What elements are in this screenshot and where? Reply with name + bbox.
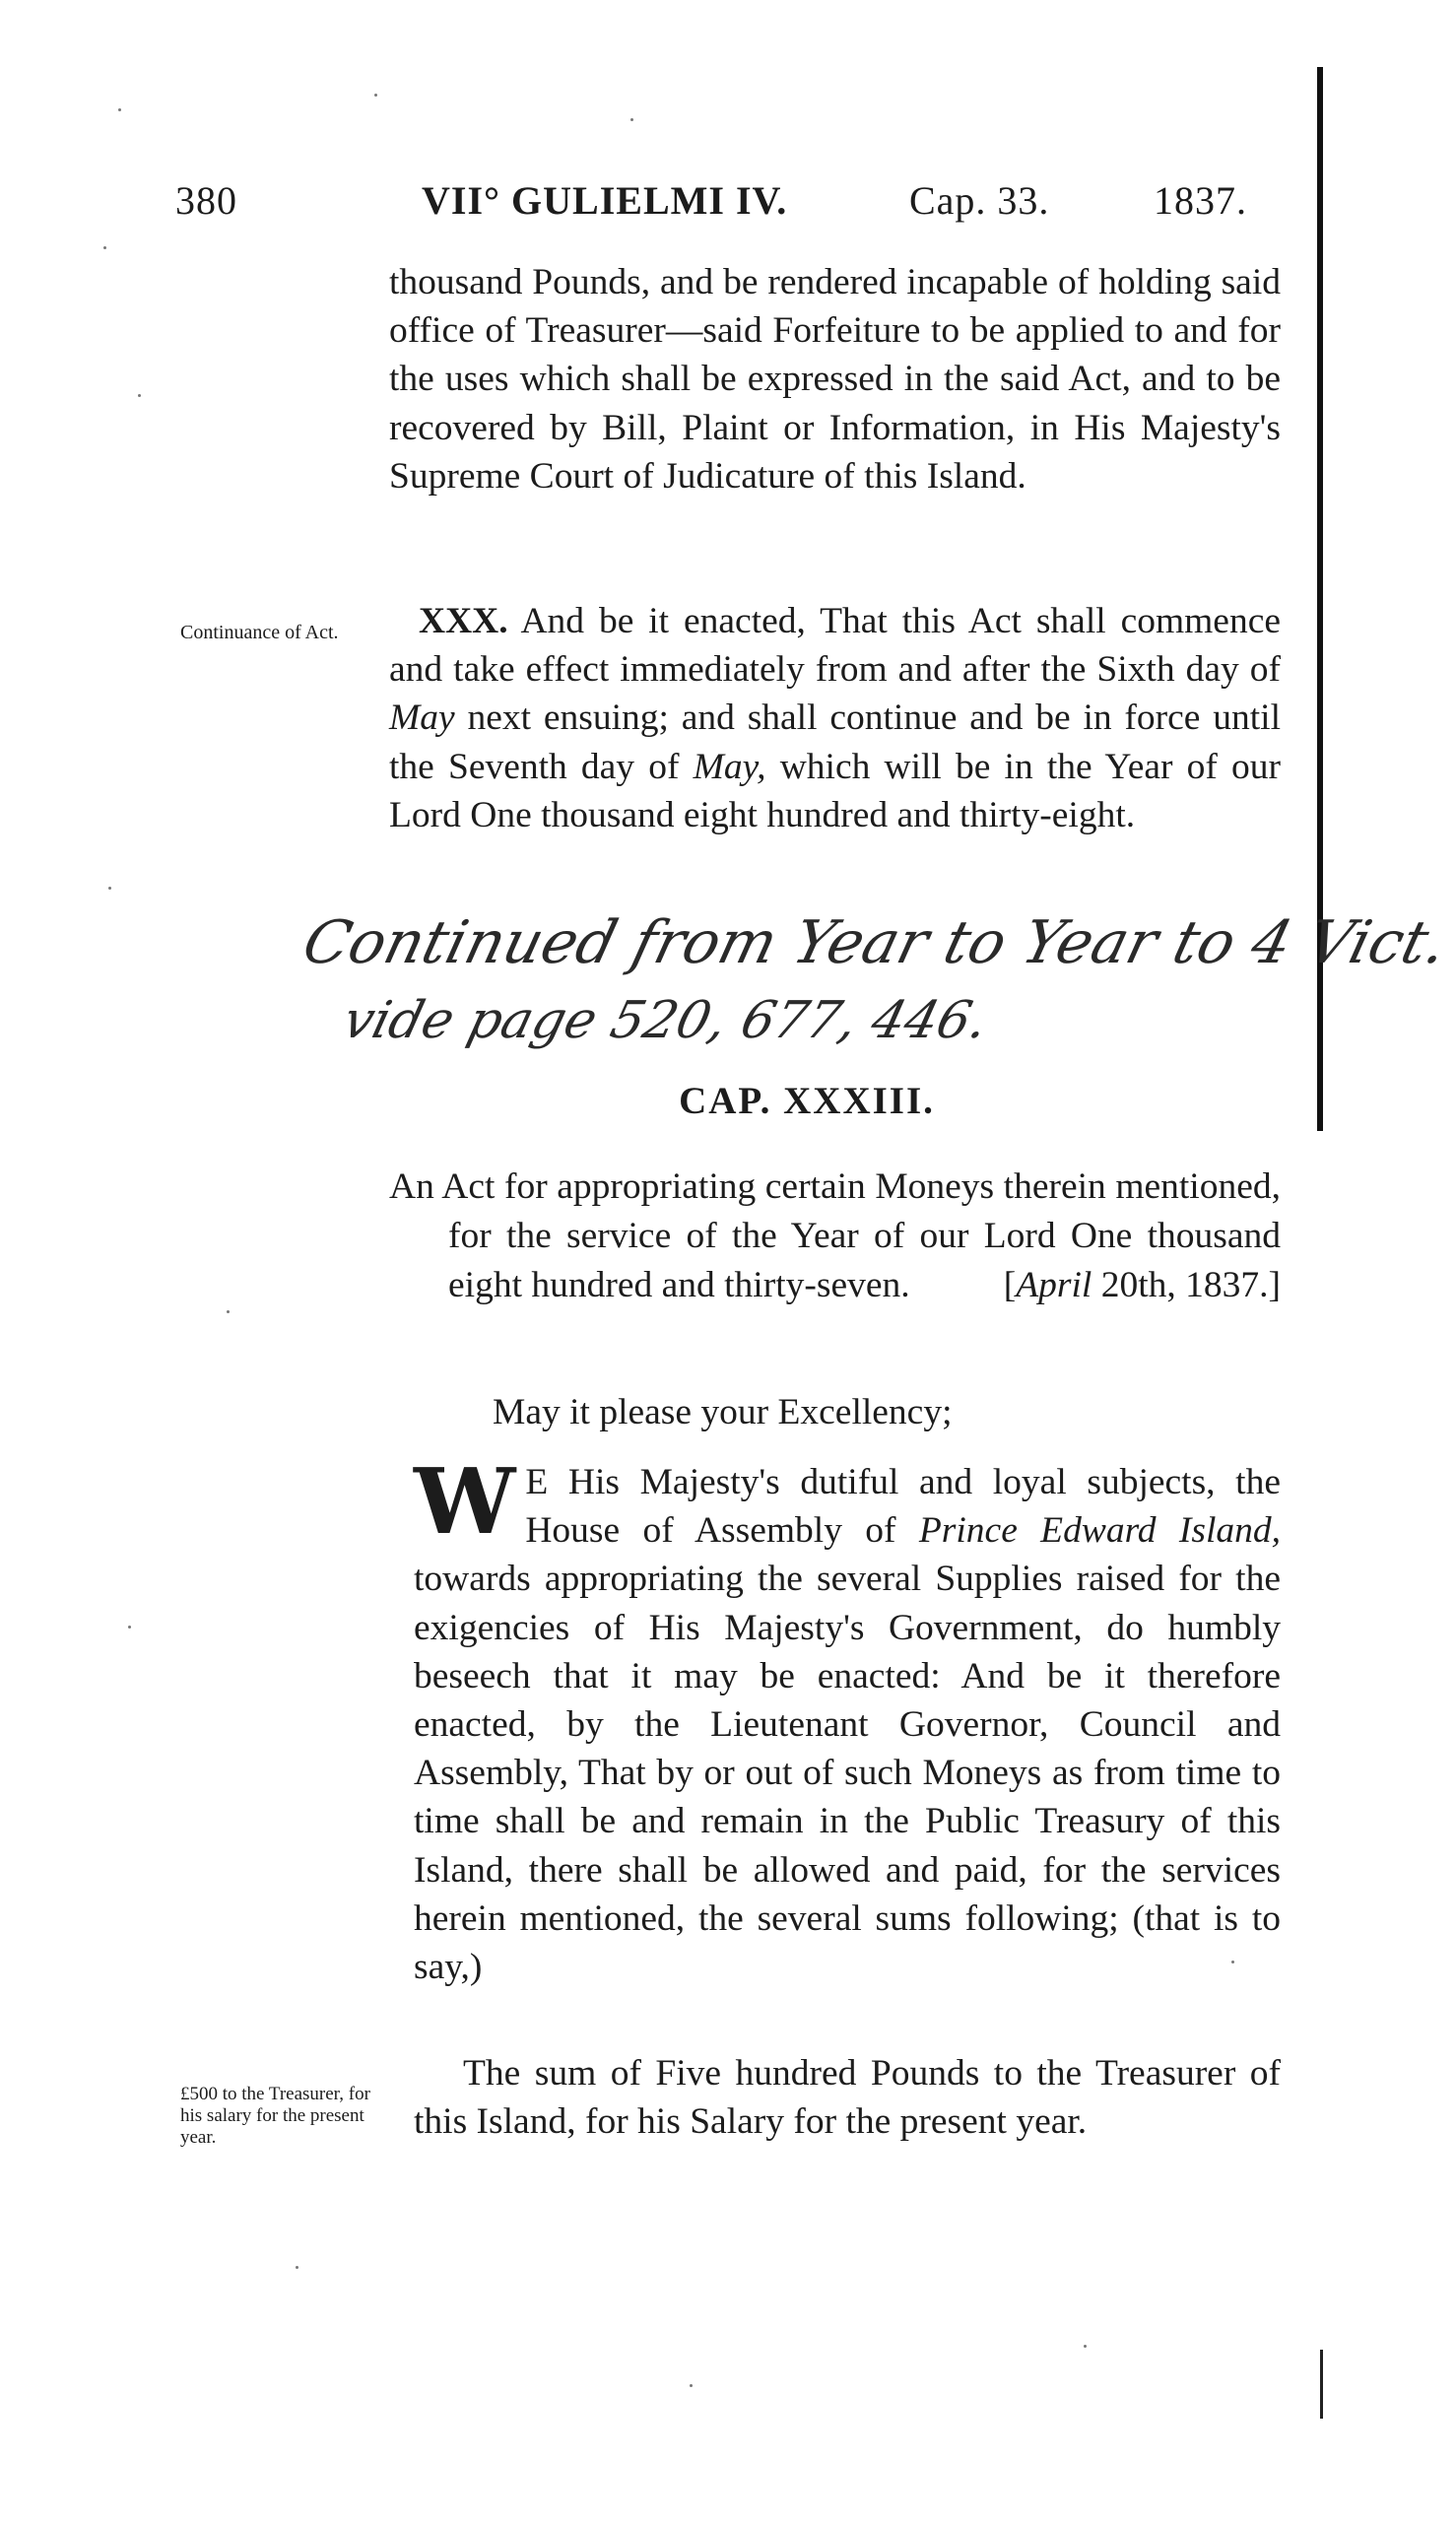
- preamble-paragraph: [414, 1448, 1282, 1991]
- header-title: VII° GULIELMI IV.: [422, 178, 788, 223]
- act-date-month: April: [1016, 1265, 1092, 1305]
- page-number: 380: [175, 178, 237, 223]
- running-header: [175, 177, 1259, 236]
- section-30-text-1: And be it enacted, That this Act shall commence and take effect immediately from and after the Sixth day of: [389, 601, 1281, 691]
- drop-cap: W: [414, 1448, 516, 1555]
- act-date-rest: 20th, 1837.]: [1100, 1265, 1281, 1305]
- continued-paragraph: thousand Pounds, and be rendered incapable of holding said office of Treasurer—said Forfeiture to be applied to and for the uses which shall be expressed in the said Act, and to be recovered by Bill, Plaint or Information, in His Majesty's Supreme Court of Judicature of this Island.: [389, 262, 1281, 497]
- preamble-place: Prince Edward Island,: [918, 1510, 1282, 1552]
- act-title-text: An Act for appropriating certain Moneys therein mentioned, for the service of the Year of our Lord One thousand eight hundred and thirty-seven.: [389, 1166, 1281, 1305]
- handwritten-line-1: Continued from Year to Year to 4 Vict.: [296, 907, 1455, 977]
- scan-speck: [630, 118, 633, 121]
- clause-treasurer-text: The sum of Five hundred Pounds to the Treasurer of this Island, for his Salary for the present year.: [414, 2053, 1281, 2143]
- scan-speck: [227, 1310, 230, 1313]
- scan-speck: [108, 887, 111, 890]
- act-date: [1003, 1261, 1281, 1310]
- scan-speck: [374, 94, 377, 97]
- section-number: XXX.: [419, 601, 508, 641]
- section-30-text-2: next ensuing; and shall continue and be in force until the Seventh day of: [389, 698, 1282, 787]
- salutation: May it please your Excellency;: [493, 1392, 953, 1432]
- scan-speck: [103, 246, 106, 249]
- section-30-paragraph: [389, 597, 1281, 839]
- section-30-text-3: which will be in the Year of our Lord One thousand eight hundred and thirty-eight.: [389, 746, 1282, 835]
- scan-speck: [138, 394, 141, 397]
- header-year: 1837.: [1154, 178, 1247, 223]
- section-30-month-1: May: [389, 698, 455, 739]
- act-title: [389, 1163, 1281, 1310]
- section-30-month-2: May,: [693, 746, 766, 787]
- scan-speck: [128, 1626, 131, 1629]
- scan-speck: [1084, 2345, 1087, 2348]
- scan-speck: [1231, 1961, 1234, 1963]
- handwritten-line-2: vide page 520, 677, 446.: [337, 990, 995, 1050]
- handwritten-annotation: [296, 901, 1455, 1054]
- chapter-heading: CAP. XXXIII.: [679, 1080, 935, 1122]
- scan-speck: [118, 108, 121, 111]
- page-edge-rule-bottom: [1320, 2350, 1323, 2419]
- clause-treasurer: [414, 2049, 1281, 2146]
- scan-speck: [690, 2384, 693, 2387]
- act-date-bracket: [: [1003, 1265, 1017, 1305]
- header-chapter: Cap. 33.: [909, 178, 1050, 223]
- margin-note-continuance: Continuance of Act.: [180, 622, 339, 643]
- preamble-text-2: towards appropriating the several Supplies raised for the exigencies of His Majesty's Government, do humbly beseech that it may be enacted: And be it therefore enacted, by the Lieutenant Governor, Council and Assembly, That by or out of such Moneys as from time to time shall be and remain in the Public Treasury of this Island, there shall be allowed and paid, for the services herein mentioned, the several sums following; (that is to say,): [414, 1559, 1281, 1988]
- scan-speck: [296, 2266, 298, 2269]
- margin-note-treasurer: £500 to the Treasurer, for his salary for the present year.: [180, 2084, 370, 2148]
- preamble-text-1: E His Majesty's dutiful and loyal subjects, the House of Assembly of: [525, 1462, 1281, 1552]
